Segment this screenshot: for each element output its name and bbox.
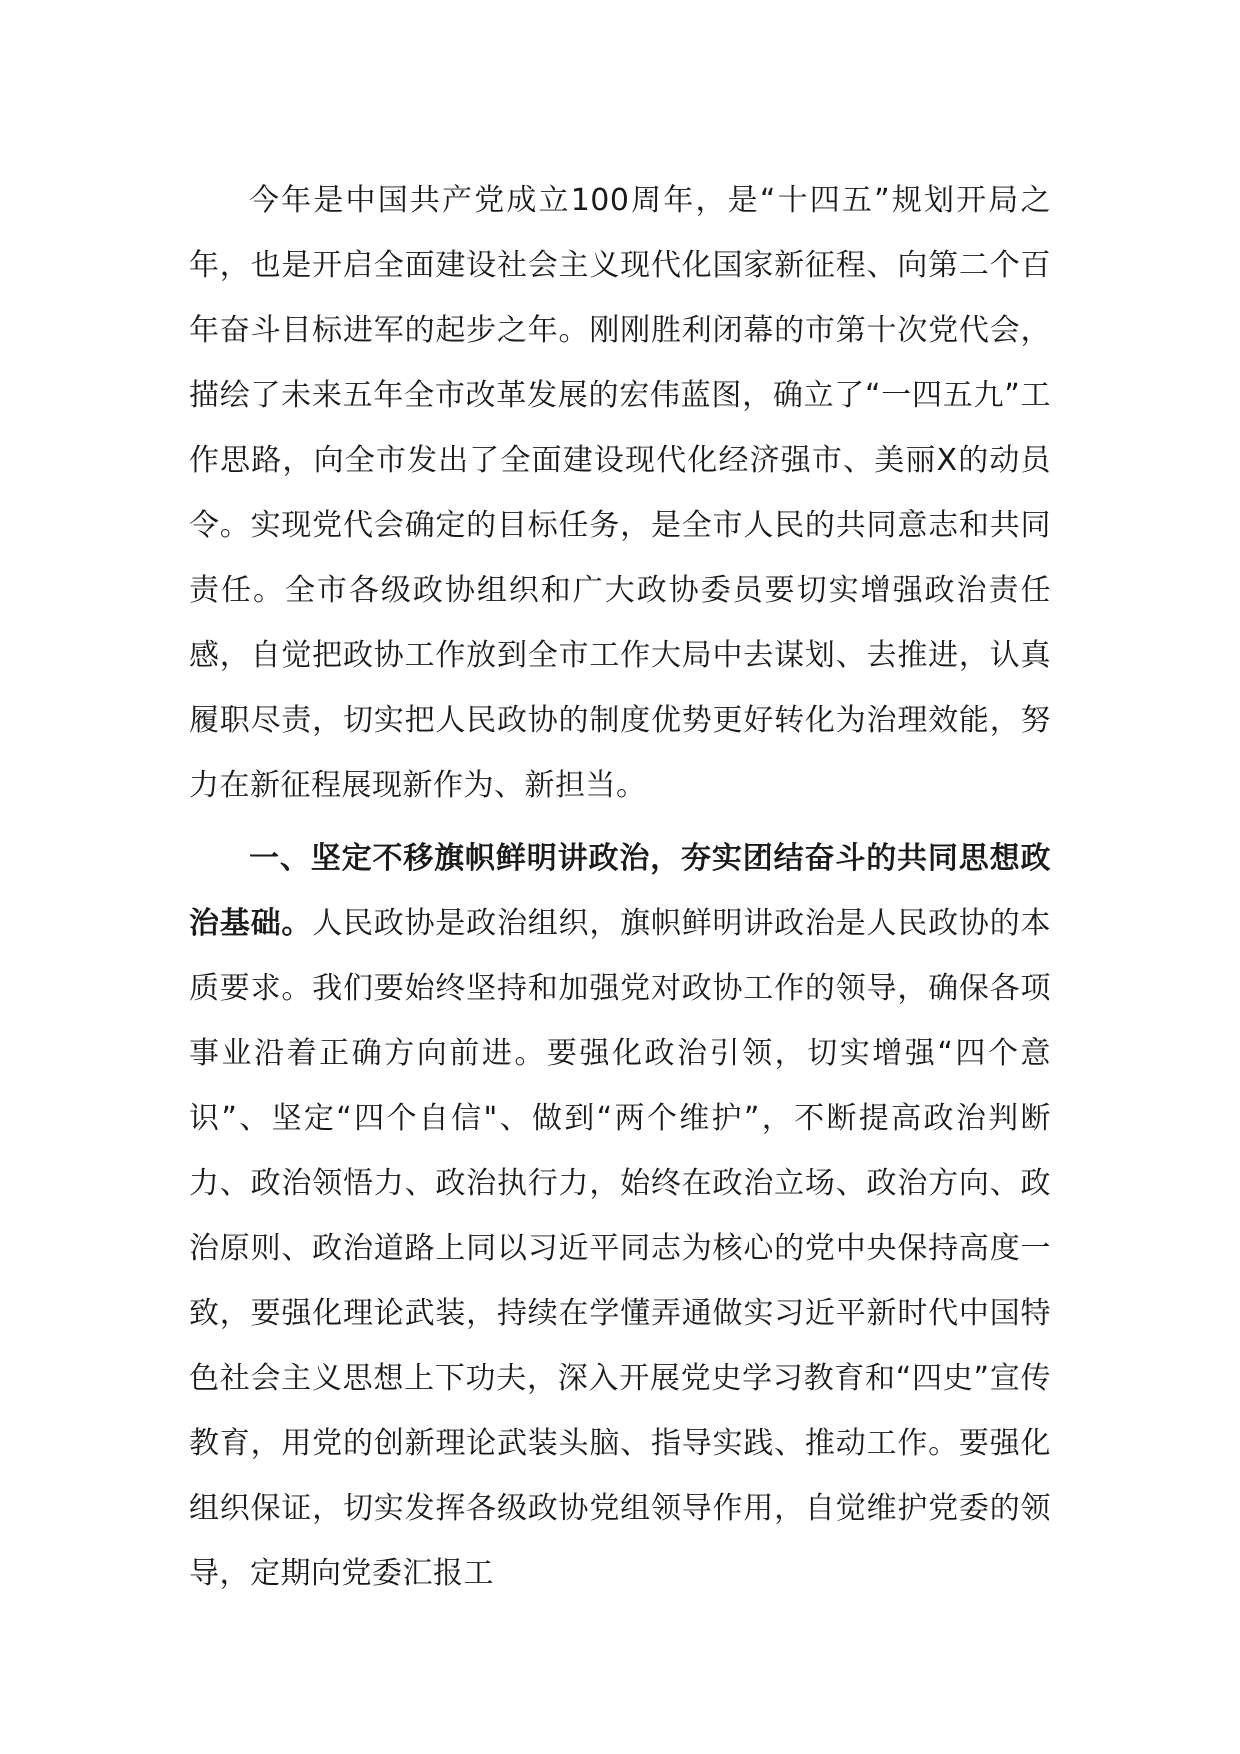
paragraph-section-one <box>189 826 1051 1606</box>
paragraph-intro <box>189 168 1051 818</box>
section-one-text: 人民政协是政治组织，旗帜鲜明讲政治是人民政协的本质要求。我们要始终坚持和加强党对政协工作的领导，确保各项事业沿着正确方向前进。要强化政治引领，切实增强“四个意识”、坚定“四个自信"、做到“两个维护”，不断提高政治判断力、政治领悟力、政治执行力，始终在政治立场、政治方向、政治原则、政治道路上同以习近平同志为核心的党中央保持高度一致，要强化理论武装，持续在学懂弄通做实习近平新时代中国特色社会主义思想上下功夫，深入开展党史学习教育和“四史”宣传教育，用党的创新理论武装头脑、指导实践、推动工作。要强化组织保证，切实发挥各级政协党组领导作用，自觉维护党委的领导，定期向党委汇报工 <box>189 906 1052 1591</box>
document-body <box>189 168 1051 1614</box>
paragraph-intro-text: 今年是中国共产党成立100周年，是“十四五”规划开局之年，也是开启全面建设社会主义现代化国家新征程、向第二个百年奋斗目标进军的起步之年。刚刚胜利闭幕的市第十次党代会，描绘了未来五年全市改革发展的宏伟蓝图，确立了“一四五九”工作思路，向全市发出了全面建设现代化经济强市、美丽X的动员令。实现党代会确定的目标任务，是全市人民的共同意志和共同责任。全市各级政协组织和广大政协委员要切实增强政治责任感，自觉把政协工作放到全市工作大局中去谋划、去推进，认真履职尽责，切实把人民政协的制度优势更好转化为治理效能，努力在新征程展现新作为、新担当。 <box>189 183 1051 803</box>
section-one-heading: 一、坚定不移旗帜鲜明讲政治，夯实团结奋斗的共同思想政治基础。 <box>189 841 1051 941</box>
